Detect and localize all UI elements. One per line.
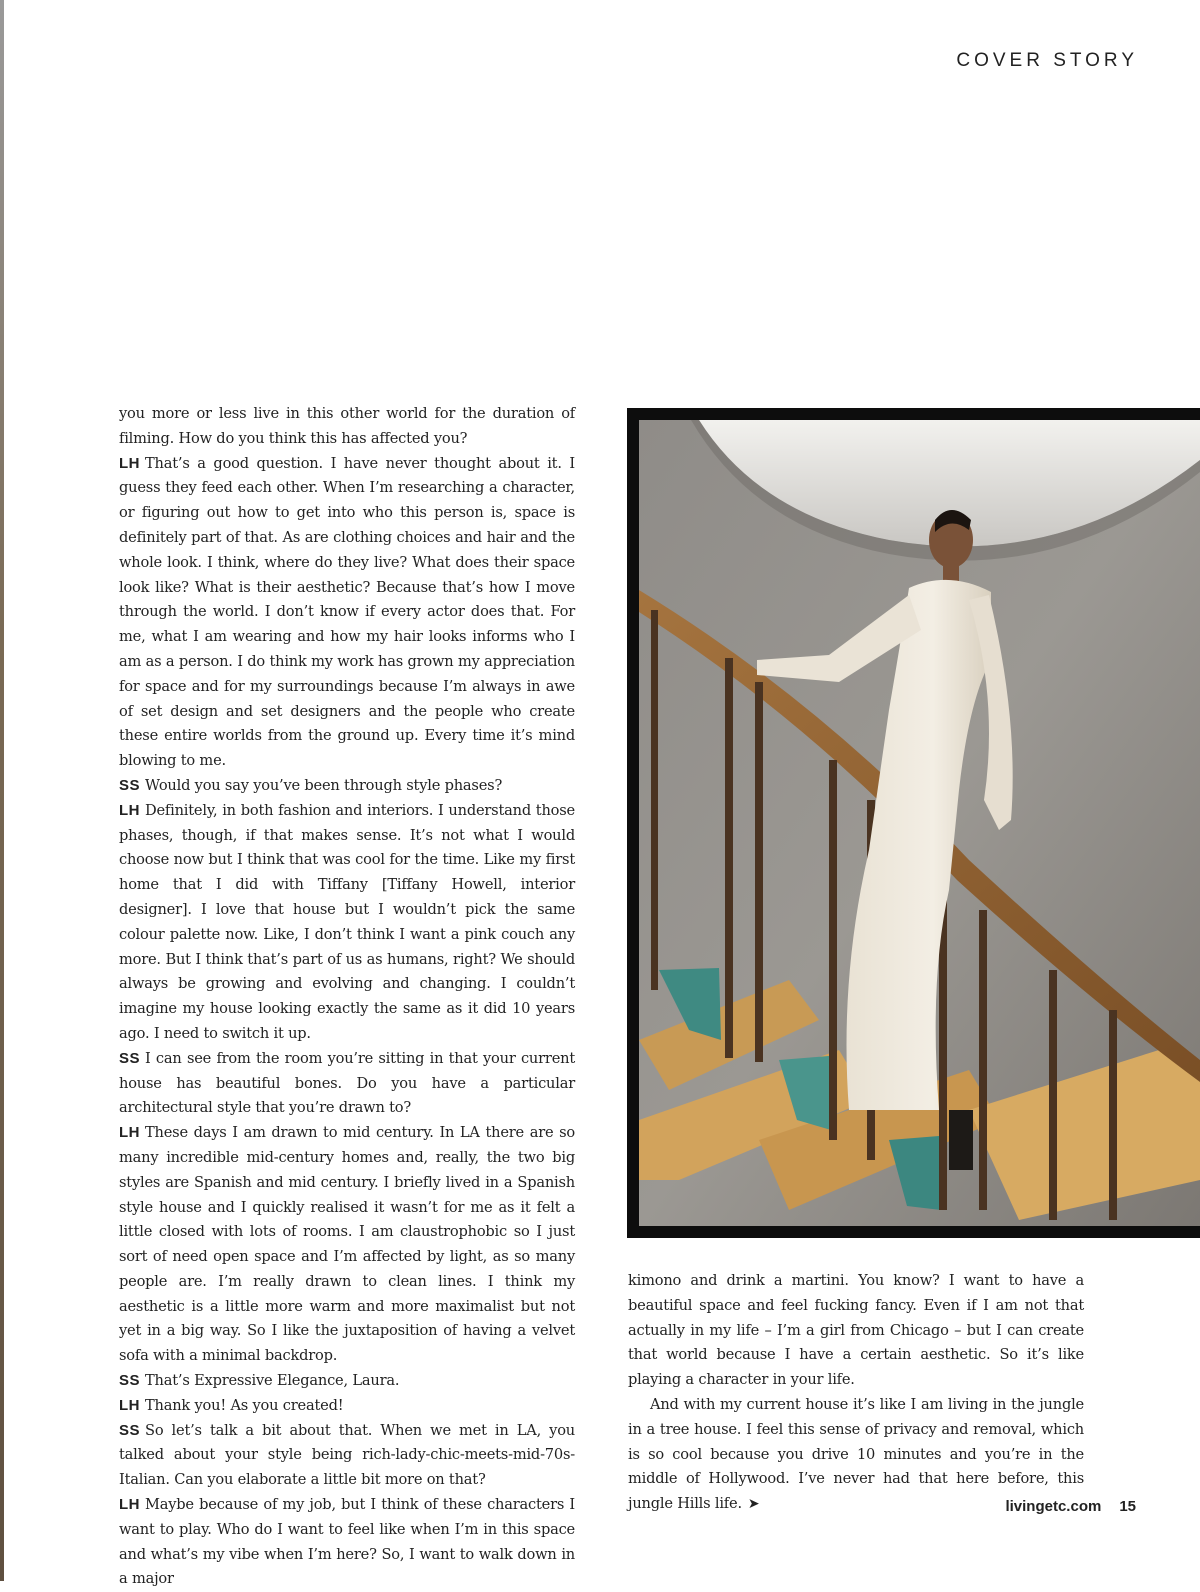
interview-paragraph [119, 799, 575, 1047]
paragraph-text: And with my current house it’s like I am living in the jungle in a tree house. I feel this sense of privacy and removal, which is so cool because you drive 10 minutes and you’re in the middle of Hollywood. I’ve never had that here before, this jungle Hills life. [628, 1395, 1084, 1513]
cover-photo [627, 408, 1200, 1238]
paragraph-text: Thank you! As you created! [145, 1396, 344, 1414]
page-number: 15 [1119, 1498, 1136, 1515]
paragraph-text: I can see from the room you’re sitting in that your current house has beautiful bones. Do you have a particular architectural style that you’re drawn to? [119, 1049, 575, 1117]
interview-paragraph [119, 1419, 575, 1493]
interview-paragraph [119, 1047, 575, 1121]
article-left-column [119, 402, 575, 1592]
interview-paragraph [119, 1394, 575, 1419]
paragraph-text: Definitely, in both fashion and interiors. I understand those phases, though, if that makes sense. It’s not what I would choose now but I think that was cool for the time. Like my first home that I did with Tiffany [Tiffany Howell, interior designer]. I love that house but I wouldn’t pick the same colour palette now. Like, I don’t think I want a pink couch any more. But I think that’s part of us as humans, right? We should always be growing and evolving and changing. I couldn’t imagine my house looking exactly the same as it did 10 years ago. I need to switch it up. [119, 801, 575, 1042]
section-label: COVER STORY [956, 50, 1138, 71]
paragraph-text: you more or less live in this other world for the duration of filming. How do you think this has affected you? [119, 405, 575, 447]
speaker-tag: SS [119, 1049, 141, 1067]
site-url: livingetc.com [1005, 1498, 1102, 1515]
body-paragraph: kimono and drink a martini. You know? I want to have a beautiful space and feel fucking fancy. Even if I am not that actually in my life – I’m a girl from Chicago – but I can create that world because I have a certain aesthetic. So it’s like playing a character in your life. [628, 1272, 1084, 1389]
interview-paragraph [119, 1369, 575, 1394]
interview-paragraph [119, 774, 575, 799]
paragraph-text: So let’s talk a bit about that. When we met in LA, you talked about your style being rich-lady-chic-meets-mid-70s-Italian. Can you elaborate a little bit more on that? [119, 1421, 575, 1489]
speaker-tag: LH [119, 1124, 140, 1142]
interview-paragraph [119, 1493, 575, 1592]
photo-icon [639, 420, 1200, 1226]
paragraph-text: That’s a good question. I have never thought about it. I guess they feed each other. When I’m researching a character, or figuring out how to get into who this person is, space is definitely part of that. As are clothing choices and hair and the whole look. I think, where do they live? What does their space look like? What is their aesthetic? Because that’s how I move through the world. I don’t know if every actor does that. For me, what I am wearing and how my hair looks informs who I am as a person. I do think my work has grown my appreciation for space and for my surroundings because I’m always in awe of set design and set designers and the people who create these entire worlds from the ground up. Every time it’s mind blowing to me. [119, 454, 575, 770]
speaker-tag: SS [119, 1421, 141, 1439]
interview-paragraph [119, 402, 575, 452]
speaker-tag: SS [119, 1372, 141, 1390]
paragraph-text: Maybe because of my job, but I think of these characters I want to play. Who do I want to feel like when I’m in this space and what’s my vibe when I’m here? So, I want to walk down in a major [119, 1496, 575, 1588]
paragraph-text: That’s Expressive Elegance, Laura. [145, 1372, 400, 1390]
speaker-tag: SS [119, 776, 141, 794]
interview-paragraph [119, 452, 575, 774]
speaker-tag: LH [119, 1396, 140, 1414]
continue-arrow-icon: ➤ [747, 1496, 760, 1513]
paragraph-text: Would you say you’ve been through style phases? [145, 776, 503, 794]
page-edge [0, 0, 4, 1581]
page-footer [1005, 1498, 1136, 1515]
speaker-tag: LH [119, 801, 140, 819]
paragraph-text: These days I am drawn to mid century. In LA there are so many incredible mid-century homes and, really, the two big styles are Spanish and mid century. I briefly lived in a Spanish style house and I quickly realised it wasn’t for me as it felt a little closed with lots of rooms. I am claustrophobic so I just sort of need open space and I’m affected by light, as so many people are. I’m really drawn to clean lines. I think my aesthetic is a little more warm and more maximalist but not yet in a big way. So I like the juxtaposition of having a velvet sofa with a minimal backdrop. [119, 1124, 575, 1365]
speaker-tag: LH [119, 1496, 140, 1514]
speaker-tag: LH [119, 454, 140, 472]
article-right-column [628, 1269, 1084, 1517]
interview-paragraph [119, 1121, 575, 1369]
